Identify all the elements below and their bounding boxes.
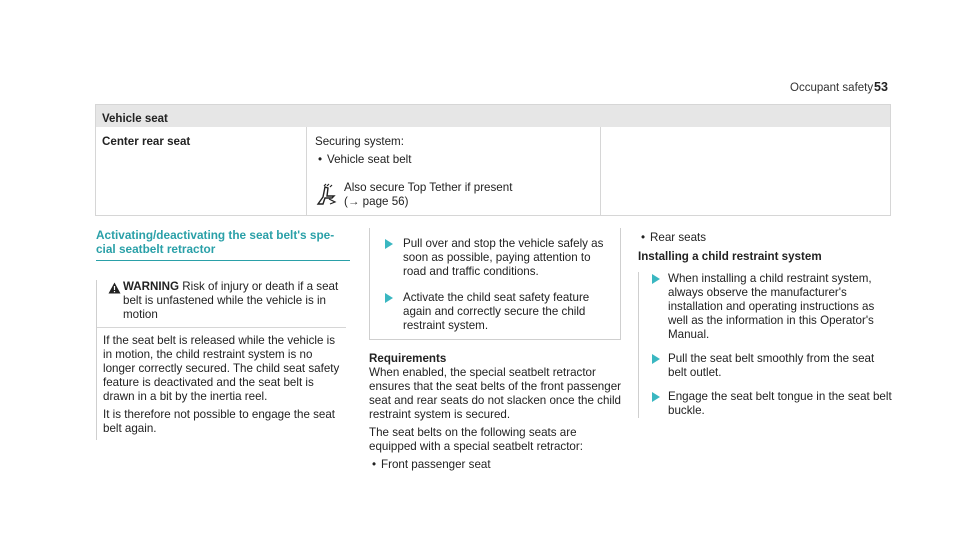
left-column xyxy=(96,228,350,440)
securing-cell xyxy=(315,135,595,208)
requirements-paragraph: The seat belts on the following seats are equipped with a special seatbelt retractor: xyxy=(369,426,583,453)
step-arrow-icon xyxy=(652,392,660,402)
seat-list-item: • Front passenger seat xyxy=(369,458,621,472)
page-reference-link[interactable]: (→ page 56) xyxy=(344,195,409,208)
instruction-step xyxy=(647,352,894,380)
step-box xyxy=(369,228,621,340)
instruction-step xyxy=(385,291,614,333)
requirements-title: Requirements xyxy=(369,352,447,365)
step-arrow-icon xyxy=(385,239,393,249)
warning-divider xyxy=(97,327,346,328)
securing-item: • Vehicle seat belt xyxy=(315,153,595,167)
right-column xyxy=(638,231,894,428)
warning-label: WARNING xyxy=(123,280,180,293)
row-label: Center rear seat xyxy=(102,135,191,148)
step-text: Activate the child seat safety feature again and correctly secure the child restraint system. xyxy=(403,291,590,332)
section-title-line: cial seatbelt retractor xyxy=(96,242,216,256)
install-title: Installing a child restraint system xyxy=(638,250,822,263)
page-number: 53 xyxy=(874,80,888,94)
install-steps xyxy=(638,272,894,418)
warning-text: Risk of injury or death if a seat belt is unfastened while the vehicle is in motion xyxy=(123,280,339,321)
warning-paragraph: It is therefore not possible to engage the seat belt again. xyxy=(103,408,336,435)
note-line: Also secure Top Tether if present xyxy=(344,181,513,194)
section-title xyxy=(96,228,350,261)
warning-heading xyxy=(103,280,346,322)
running-header-title: Occupant safety xyxy=(790,82,874,94)
middle-column xyxy=(369,228,621,472)
top-tether-seat-icon xyxy=(315,183,337,205)
instruction-step xyxy=(385,237,614,279)
column-divider xyxy=(600,127,601,215)
step-text: Pull over and stop the vehicle safely as soon as possible, paying attention to road and traffic conditions. xyxy=(403,237,604,278)
vehicle-seat-table xyxy=(95,104,891,216)
step-arrow-icon xyxy=(385,293,393,303)
step-text: When installing a child restraint system, always observe the manufacturer's installation and operating instructions as well as the information in this Operator's Manual. xyxy=(668,272,875,341)
warning-triangle-icon xyxy=(108,282,121,294)
instruction-step xyxy=(647,390,894,418)
step-text: Pull the seat belt smoothly from the seat belt outlet. xyxy=(668,352,875,379)
requirements-block xyxy=(369,352,621,472)
warning-paragraph: If the seat belt is released while the vehicle is in motion, the child restraint system is no longer correctly secured. The child seat safety feature is deactivated and the seat belt is drawn in a bit by the inertia reel. xyxy=(103,334,340,403)
table-row xyxy=(96,127,890,215)
warning-box xyxy=(96,280,350,440)
top-tether-note xyxy=(344,181,594,209)
step-arrow-icon xyxy=(652,274,660,284)
column-divider xyxy=(306,127,307,215)
securing-label: Securing system: xyxy=(315,135,404,148)
requirements-paragraph: When enabled, the special seatbelt retractor ensures that the seat belts of the front passenger seat and rear seats do not slacken once the child restraint system is secured. xyxy=(369,366,621,421)
section-title-line: Activating/deactivating the seat belt's spe- xyxy=(96,228,335,242)
instruction-step xyxy=(647,272,894,342)
step-arrow-icon xyxy=(652,354,660,364)
step-text: Engage the seat belt tongue in the seat belt buckle. xyxy=(668,390,892,417)
seat-list-item: • Rear seats xyxy=(638,231,894,245)
table-header: Vehicle seat xyxy=(96,105,890,127)
